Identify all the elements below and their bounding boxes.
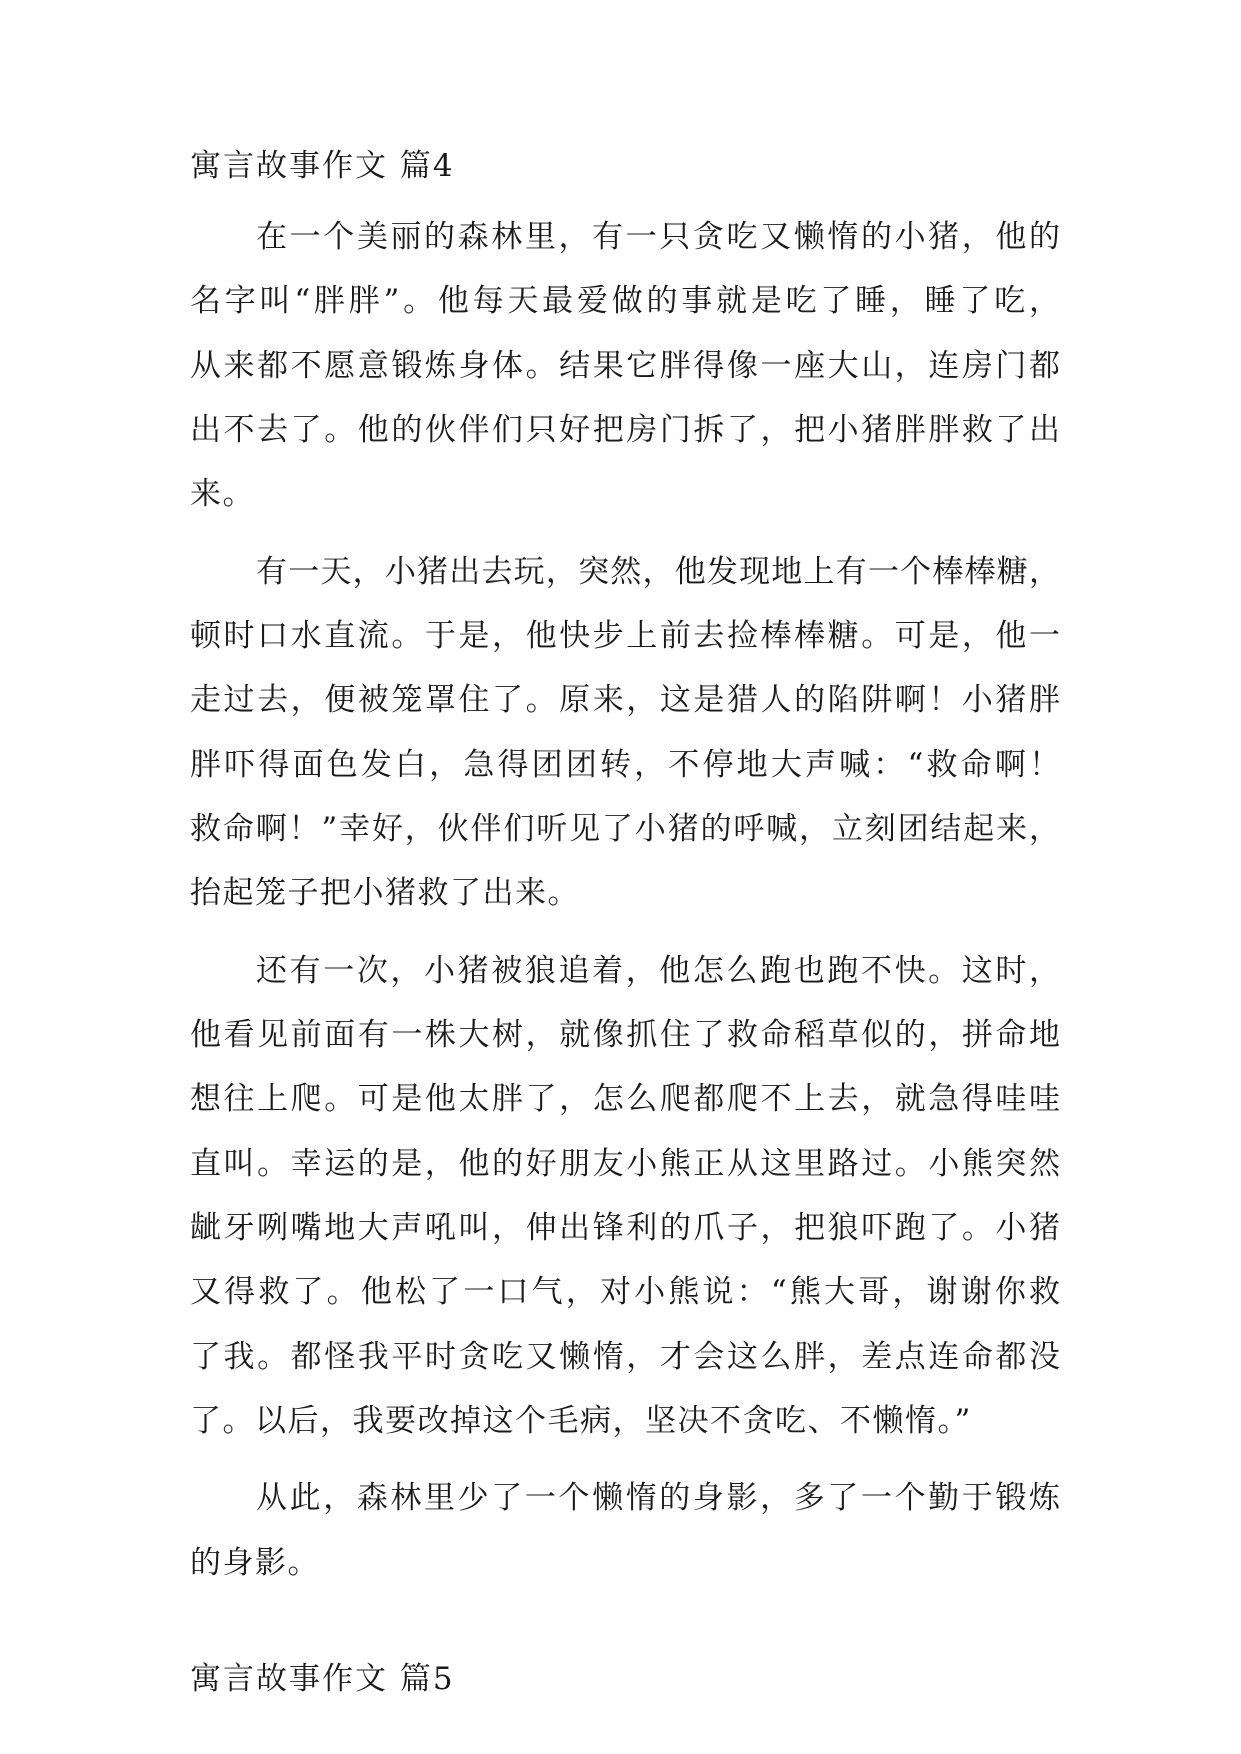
- paragraph-line: 龇牙咧嘴地大声吼叫，伸出锋利的爪子，把狼吓跑了。小猪: [190, 1210, 1060, 1246]
- paragraph-line: 还有一次，小猪被狼追着，他怎么跑也跑不快。这时，: [256, 953, 1060, 989]
- paragraph-line: 又得救了。他松了一口气，对小熊说：“熊大哥，谢谢你救: [190, 1274, 1060, 1310]
- paragraph-line: 救命啊！”幸好，伙伴们听见了小猪的呼喊，立刻团结起来，: [190, 811, 1060, 847]
- paragraph-line: 胖吓得面色发白，急得团团转，不停地大声喊：“救命啊！: [190, 747, 1060, 783]
- paragraph-line: 走过去，便被笼罩住了。原来，这是猎人的陷阱啊！小猪胖: [190, 682, 1060, 718]
- paragraph-line: 了。以后，我要改掉这个毛病，坚决不贪吃、不懒惰。”: [190, 1403, 972, 1439]
- paragraph-line: 名字叫“胖胖”。他每天最爱做的事就是吃了睡，睡了吃，: [190, 283, 1060, 319]
- document-page: [190, 0, 1060, 1754]
- section-heading: 寓言故事作文 篇4: [190, 148, 455, 184]
- paragraph-line: 的身影。: [190, 1545, 320, 1581]
- paragraph-line: 出不去了。他的伙伴们只好把房门拆了，把小猪胖胖救了出: [190, 412, 1060, 448]
- paragraph-line: 他看见前面有一株大树，就像抓住了救命稻草似的，拼命地: [190, 1017, 1060, 1053]
- paragraph-line: 抬起笼子把小猪救了出来。: [190, 875, 580, 911]
- paragraph-line: 有一天，小猪出去玩，突然，他发现地上有一个棒棒糖，: [256, 554, 1060, 590]
- paragraph-line: 来。: [190, 476, 255, 512]
- paragraph-line: 顿时口水直流。于是，他快步上前去捡棒棒糖。可是，他一: [190, 618, 1060, 654]
- paragraph-line: 了我。都怪我平时贪吃又懒惰，才会这么胖，差点连命都没: [190, 1339, 1060, 1375]
- section-heading: 寓言故事作文 篇5: [190, 1661, 455, 1697]
- paragraph-line: 从来都不愿意锻炼身体。结果它胖得像一座大山，连房门都: [190, 348, 1060, 384]
- paragraph-line: 直叫。幸运的是，他的好朋友小熊正从这里路过。小熊突然: [190, 1146, 1060, 1182]
- paragraph-line: 想往上爬。可是他太胖了，怎么爬都爬不上去，就急得哇哇: [190, 1081, 1060, 1117]
- paragraph-line: 从此，森林里少了一个懒惰的身影，多了一个勤于锻炼: [256, 1480, 1060, 1516]
- paragraph-line: 在一个美丽的森林里，有一只贪吃又懒惰的小猪，他的: [256, 219, 1060, 255]
